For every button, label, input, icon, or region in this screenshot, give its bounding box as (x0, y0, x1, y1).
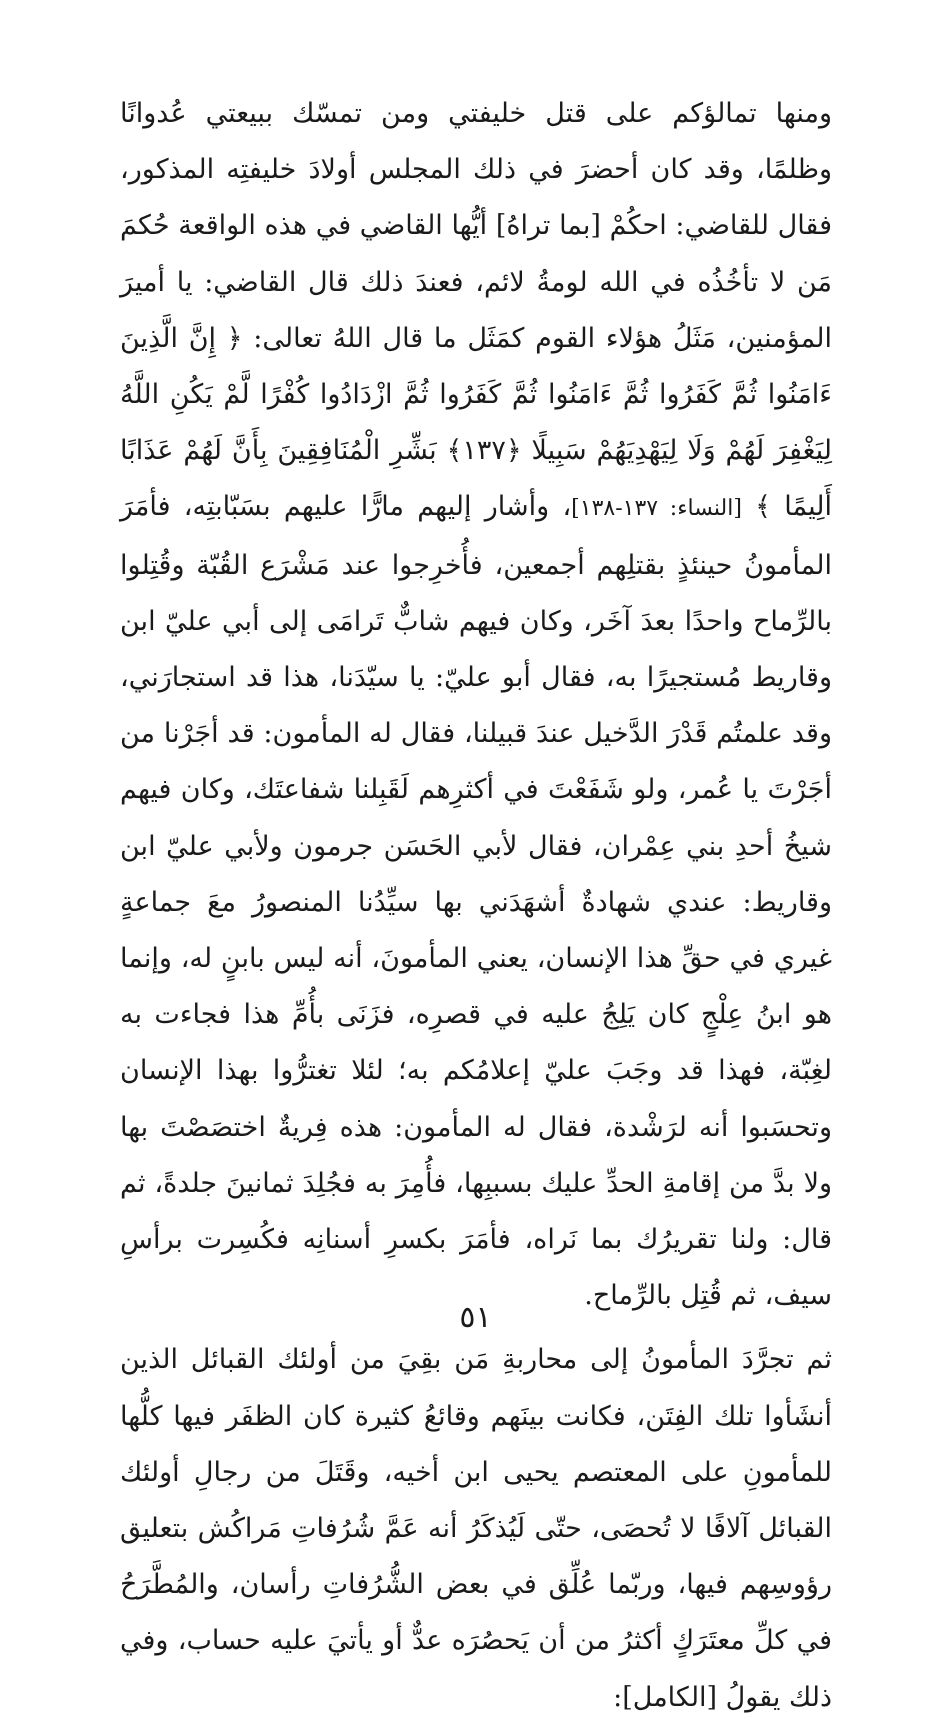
paragraph-1-text: ومنها تمالؤكم على قتل خليفتي ومن تمسّك ببيعتي عُدوانًا وظلمًا، وقد كان أحضرَ في ذلك المجلس أولادَ خليفتِه المذكور، فقال للقاضي: احكُمْ [بما تراهُ] أيُّها القاضي في هذه الواقعة حُكمَ مَن لا تأخُذُه في الله لومةُ لائم، فعندَ ذلك قال القاضي: يا أميرَ المؤمنين، مَثَلُ هؤلاء القوم كمَثَل ما قال اللهُ تعالى: (120, 98, 832, 354)
paragraph-1 (120, 86, 832, 1324)
page-body (120, 86, 832, 1726)
paragraph-2: ثم تجرَّدَ المأمونُ إلى محاربةِ مَن بقِيَ من أولئك القبائل الذين أنشَأوا تلك الفِتَن، فكانت بينَهم وقائعُ كثيرة كان الظفَر فيها كلُّها للمأمونِ على المعتصم يحيى ابن أخيه، وقَتَلَ من رجالِ أولئك القبائل آلافًا لا تُحصَى، حتّى لَيُذكَرُ أنه عَمَّ شُرُفاتِ مَراكُش بتعليق رؤوسِهم فيها، وربّما عُلِّق في بعض الشُّرُفاتِ رأسان، والمُطَّرَحُ في كلِّ معتَرَكٍ أكثرُ من أن يَحصُرَه عدٌّ أو يأتيَ عليه حساب، وفي ذلك يقولُ [الكامل]: (120, 1344, 832, 1713)
quran-verse: ﴿ إِنَّ الَّذِينَ ءَامَنُوا ثُمَّ كَفَرُوا ثُمَّ ءَامَنُوا ثُمَّ كَفَرُوا ثُمَّ ازْدَادُوا كُفْرًا لَّمْ يَكُنِ اللَّهُ لِيَغْفِرَ لَهُمْ وَلَا لِيَهْدِيَهُمْ سَبِيلًا ﴿١٣٧﴾ بَشِّرِ الْمُنَافِقِينَ بِأَنَّ لَهُمْ عَذَابًا أَلِيمًا ﴾ (120, 322, 832, 523)
page-number: ٥١ (459, 1300, 492, 1335)
paragraph-1-continuation: ، وأشار إليهم مارًّا عليهم بسَبّابتِه، فأمَرَ المأمونُ حينئذٍ بقتلِهم أجمعين، فأُخرِجوا عند مَشْرَع القُبّة وقُتِلوا بالرِّماح واحدًا بعدَ آخَر، وكان فيهم شابٌّ تَرامَى إلى أبي عليّ ابن وقاريط مُستجيرًا به، فقال أبو عليّ: يا سيّدَنا، هذا قد استجارَني، وقد علمتُم قَدْرَ الدَّخيل عندَ قبيلنا، فقال له المأمون: قد أجَرْنا من أجَرْتَ يا عُمر، ولو شَفَعْتَ في أكثرِهم لَقَبِلنا شفاعتَك، وكان فيهم شيخُ أحدِ بني عِمْران، فقال لأبي الحَسَن جرمون ولأبي عليّ ابن وقاريط: عندي شهادةٌ أشهَدَني بها سيِّدُنا المنصورُ معَ جماعةٍ غيري في حقِّ هذا الإنسان، يعني المأمونَ، أنه ليس بابنٍ له، وإنما هو ابنُ عِلْجٍ كان يَلِجُ عليه في قصرِه، فزَنَى بأُمِّ هذا فجاءت به لغِبّة، فهذا قد وجَبَ عليّ إعلامُكم به؛ لئلا تغترُّوا بهذا الإنسان وتحسَبوا أنه لرَشْدة، فقال له المأمون: هذه فِريةٌ اختصَصْتَ بها ولا بدَّ من إقامةِ الحدِّ عليك بسببِها، فأُمِرَ به فجُلِدَ ثمانينَ جلدةً، ثم قال: ولنا تقريرُك بما نَراه، فأمَرَ بكسرِ أسنانِه فكُسِرت برأسِ سيف، ثم قُتِل بالرِّماح. (120, 491, 832, 1312)
verse-reference: [النساء: ١٣٧-١٣٨] (571, 496, 742, 522)
